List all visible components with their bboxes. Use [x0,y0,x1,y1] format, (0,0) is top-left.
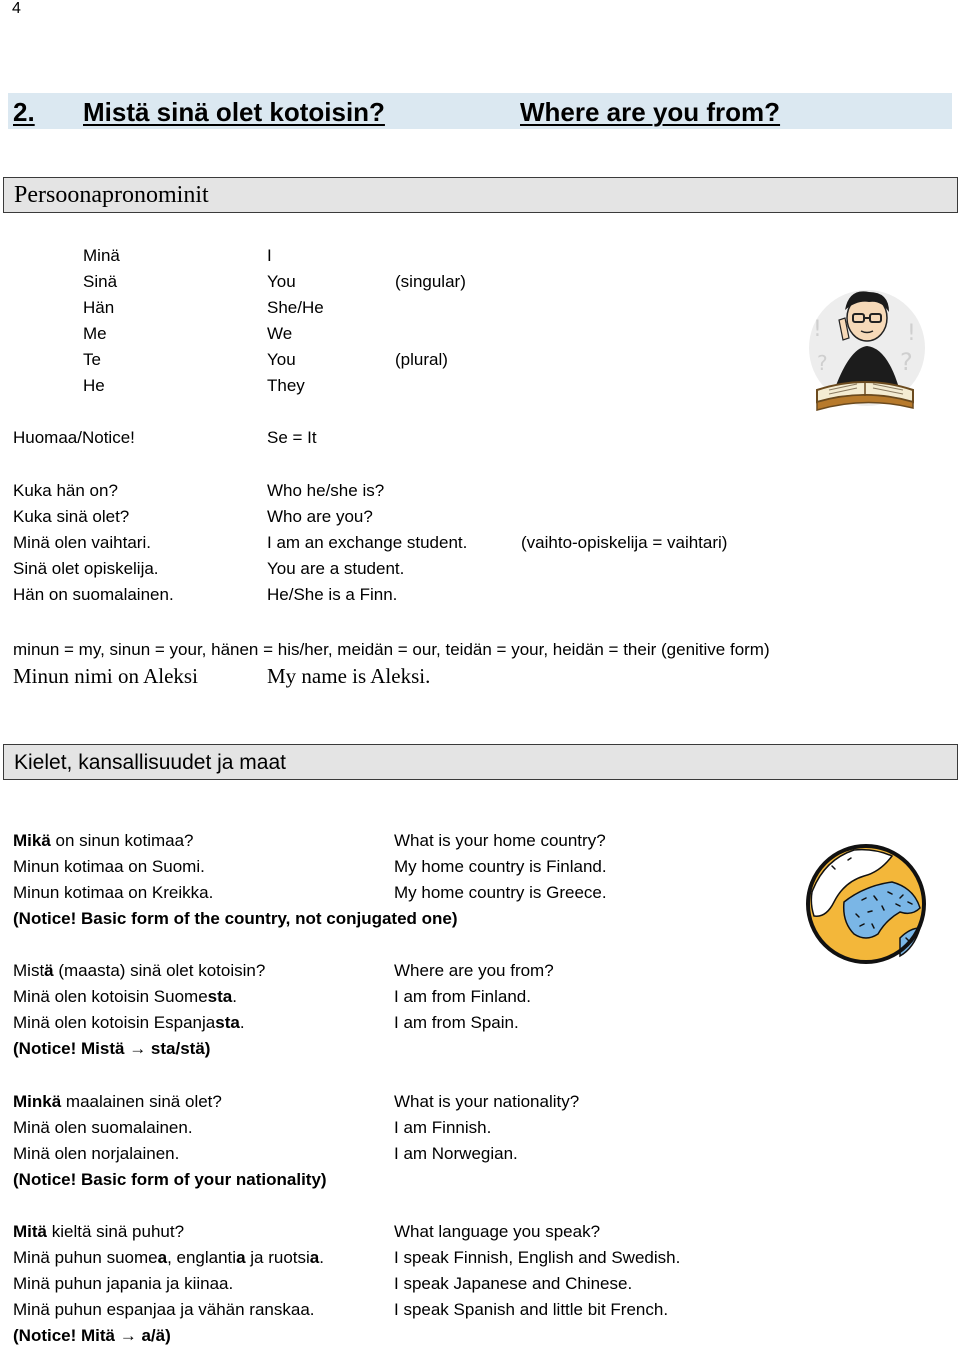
section-header-languages [3,744,958,780]
globe-icon [804,842,928,966]
answer-en: I am from Finland. [394,987,531,1006]
pronoun-fi: Sinä [83,272,118,291]
phrase-note: (vaihto-opiskelija = vaihtari) [521,533,728,552]
svg-text:?: ? [900,348,913,376]
answer-en: My home country is Greece. [394,883,607,902]
section-title: Kielet, kansallisuudet ja maat [14,751,286,774]
grammar-notice: (Notice! Basic form of your nationality) [13,1170,327,1189]
grammar-notice: (Notice! Basic form of the country, not conjugated one) [13,909,458,928]
phrase-fi: Sinä olet opiskelija. [13,559,159,578]
answer-fi: Minä puhun japania ja kiinaa. [13,1274,234,1293]
pronoun-note: (plural) [395,350,448,369]
answer-fi: Minä puhun espanjaa ja vähän ranskaa. [13,1300,315,1319]
section-header-pronouns [3,177,958,213]
pronoun-note: (singular) [395,272,466,291]
example-en: My name is Aleksi. [267,664,431,688]
notice-label: Huomaa/Notice! [13,428,135,447]
answer-fi: Minä puhun suomea, englantia ja ruotsia. [13,1248,324,1267]
answer-en: I am from Spain. [394,1013,519,1032]
question-en: What language you speak? [394,1222,601,1241]
pronoun-fi: Te [83,350,101,369]
answer-fi: Minun kotimaa on Kreikka. [13,883,214,902]
question-en: What is your home country? [394,831,606,850]
phrase-en: He/She is a Finn. [267,585,398,604]
arrow-right-icon: → [119,1326,137,1345]
answer-fi: Minun kotimaa on Suomi. [13,857,205,876]
answer-en: I speak Japanese and Chinese. [394,1274,633,1293]
answer-en: I speak Finnish, English and Swedish. [394,1248,681,1267]
chapter-number: 2. [13,97,35,127]
phrase-en: Who are you? [267,507,373,526]
answer-en: I am Finnish. [394,1118,492,1137]
answer-fi: Minä olen norjalainen. [13,1144,180,1163]
chapter-heading [8,93,952,129]
pronoun-en: You [267,272,296,291]
phrase-fi: Minä olen vaihtari. [13,533,151,552]
phrase-fi: Kuka hän on? [13,481,118,500]
phrase-fi: Hän on suomalainen. [13,585,174,604]
example-fi: Minun nimi on Aleksi [13,664,198,688]
arrow-right-icon: → [129,1039,147,1058]
pronoun-en: I [267,246,272,265]
answer-fi: Minä olen suomalainen. [13,1118,193,1137]
cartoon-student-reading-icon [795,278,935,423]
question-en: Where are you from? [394,961,554,980]
phrase-en: Who he/she is? [267,481,385,500]
svg-text:!: ! [907,321,916,346]
pronoun-en: They [267,376,305,395]
answer-fi: Minä olen kotoisin Espanjasta. [13,1013,245,1032]
answer-fi: Minä olen kotoisin Suomesta. [13,987,237,1006]
pronoun-fi: He [83,376,105,395]
answer-en: I speak Spanish and little bit French. [394,1300,669,1319]
answer-en: I am Norwegian. [394,1144,518,1163]
genitive-note: minun = my, sinun = your, hänen = his/her, meidän = our, teidän = your, heidän = their (genitive form) [13,640,770,659]
svg-text:!: ! [813,317,822,342]
chapter-title-fi: Mistä sinä olet kotoisin? [83,97,385,127]
pronoun-en: She/He [267,298,324,317]
phrase-fi: Kuka sinä olet? [13,507,130,526]
grammar-notice: (Notice! Mitä → a/ä) [13,1326,171,1345]
svg-text:?: ? [817,351,828,375]
pronoun-fi: Me [83,324,107,343]
grammar-notice: (Notice! Mistä → sta/stä) [13,1039,211,1058]
question-en: What is your nationality? [394,1092,580,1111]
pronoun-en: We [267,324,293,343]
notice-text: Se = It [267,428,317,447]
chapter-title-en: Where are you from? [520,97,781,127]
question-fi: Mistä (maasta) sinä olet kotoisin? [13,961,266,980]
question-fi: Minkä maalainen sinä olet? [13,1092,222,1111]
pronoun-fi: Hän [83,298,115,317]
pronoun-en: You [267,350,296,369]
question-fi: Mikä on sinun kotimaa? [13,831,194,850]
phrase-en: I am an exchange student. [267,533,468,552]
phrase-en: You are a student. [267,559,405,578]
answer-en: My home country is Finland. [394,857,607,876]
pronoun-fi: Minä [83,246,120,265]
section-title: Persoonapronominit [14,182,209,208]
page-number: 4 [12,0,21,17]
question-fi: Mitä kieltä sinä puhut? [13,1222,185,1241]
